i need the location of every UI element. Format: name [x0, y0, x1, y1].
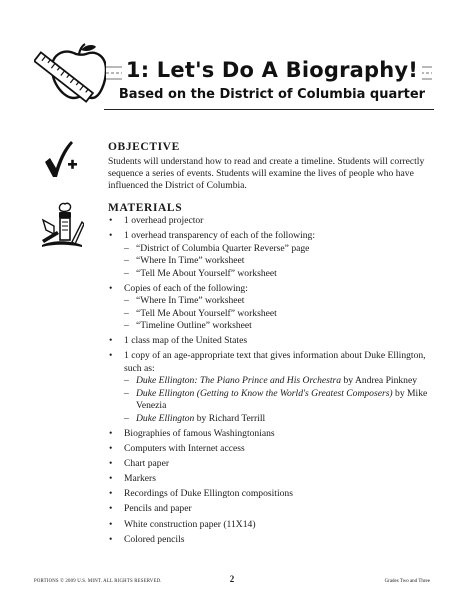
list-item — [108, 230, 438, 280]
footer-copyright: PORTIONS © 2009 U.S. MINT. ALL RIGHTS RESERVED. — [34, 579, 162, 584]
objective-text: Students will understand how to read and create a timeline. Students will correctly sequence a series of events. Students will examine the lives of people who have influenced the District of Columbia. — [108, 156, 425, 192]
copies-sublist — [124, 295, 438, 333]
list-item — [108, 473, 438, 486]
list-item-text: 1 copy of an age-appropriate text that gives information about Duke Ellington, such as: — [124, 350, 426, 374]
list-item-text: Biographies of famous Washingtonians — [124, 427, 275, 439]
list-item — [108, 503, 438, 516]
sublist-item: – “Where In Time” worksheet — [124, 255, 438, 268]
book-title: Duke Ellington (Getting to Know the World's Greatest Composers) — [136, 387, 393, 399]
sublist-item: – “Where In Time” worksheet — [124, 295, 438, 308]
sublist-item: – “District of Columbia Quarter Reverse” page — [124, 243, 438, 256]
page-title-text: 1: Let's Do A Biography! — [122, 58, 422, 82]
footer-grade: Grades Two and Three — [384, 579, 430, 584]
sublist-item: – “Timeline Outline” worksheet — [124, 320, 438, 333]
list-item-text: Copies of each of the following: — [124, 282, 248, 294]
page-title — [112, 57, 432, 83]
list-item-text: 1 overhead projector — [124, 215, 204, 226]
list-item — [108, 428, 438, 441]
materials-list — [108, 215, 438, 549]
list-item-text: Pencils and paper — [124, 503, 192, 515]
list-item — [108, 335, 438, 348]
sublist-item — [124, 388, 438, 413]
list-item-text: Markers — [124, 473, 156, 485]
list-item-text: Computers with Internet access — [124, 443, 245, 455]
list-item — [108, 215, 438, 228]
list-item-text: 1 class map of the United States — [124, 335, 248, 347]
sublist-item — [124, 413, 438, 426]
sublist-item — [124, 375, 438, 388]
list-item-text: White construction paper (11X14) — [124, 518, 256, 530]
list-item-text: Colored pencils — [124, 533, 185, 545]
book-author: by Andrea Pinkney — [341, 375, 418, 387]
sublist-item: – “Tell Me About Yourself” worksheet — [124, 268, 438, 281]
header-divider — [104, 109, 434, 110]
list-item — [108, 519, 438, 532]
list-item — [108, 488, 438, 501]
list-item — [108, 458, 438, 471]
list-item — [108, 350, 438, 425]
transparency-sublist — [124, 243, 438, 281]
checkmark-plus-icon — [44, 140, 78, 178]
list-item-text: Recordings of Duke Ellington compositions — [124, 488, 293, 500]
list-item-text: 1 overhead transparency of each of the following: — [124, 230, 315, 242]
book-author: by Mike Venezia — [136, 387, 428, 412]
books-sublist — [124, 375, 438, 425]
sublist-item: – “Tell Me About Yourself” worksheet — [124, 308, 438, 321]
book-author: by Richard Terrill — [194, 412, 266, 424]
list-item-text: Chart paper — [124, 458, 170, 470]
book-title: Duke Ellington: The Piano Prince and His Orchestra — [136, 375, 342, 387]
apple-ruler-icon — [34, 40, 106, 108]
list-item — [108, 283, 438, 333]
list-item — [108, 443, 438, 456]
page-subtitle: Based on the District of Columbia quarter — [118, 87, 426, 102]
list-item — [108, 534, 438, 547]
school-supplies-icon — [40, 200, 84, 248]
page-number: 2 — [229, 574, 235, 584]
materials-heading: MATERIALS — [108, 202, 183, 214]
book-title: Duke Ellington — [136, 412, 195, 424]
objective-heading: OBJECTIVE — [108, 141, 180, 153]
